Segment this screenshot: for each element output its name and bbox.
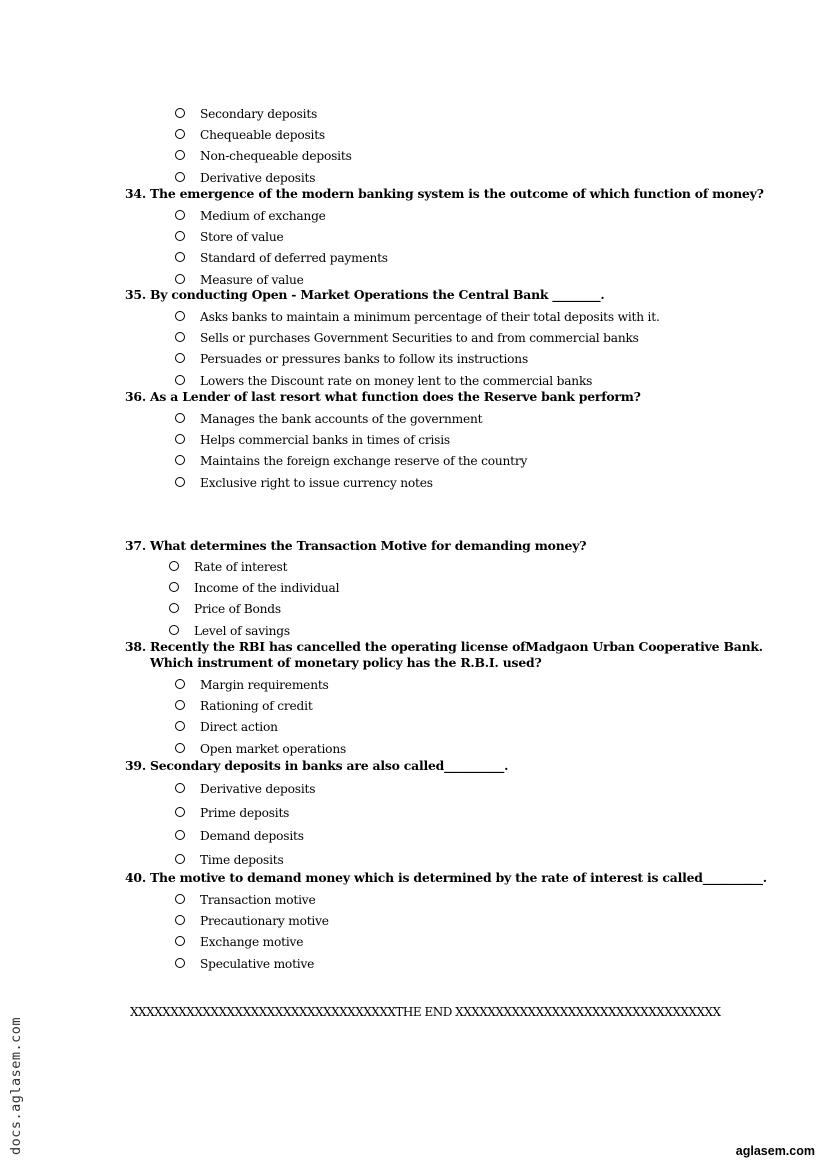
question-40: [125, 870, 767, 886]
radio-icon[interactable]: [175, 477, 185, 487]
option[interactable]: Exchange motive: [175, 932, 329, 953]
question-text: As a Lender of last resort what function does the Reserve bank perform?: [150, 389, 641, 404]
radio-icon[interactable]: [175, 743, 185, 753]
option[interactable]: Transaction motive: [175, 889, 329, 910]
radio-icon[interactable]: [175, 434, 185, 444]
radio-icon[interactable]: [175, 375, 185, 385]
option[interactable]: Asks banks to maintain a minimum percentage of their total deposits with it.: [175, 306, 660, 327]
option[interactable]: Manages the bank accounts of the government: [175, 408, 527, 429]
radio-icon[interactable]: [169, 625, 179, 635]
question-text: The emergence of the modern banking system is the outcome of which function of money?: [150, 186, 764, 201]
radio-icon[interactable]: [175, 830, 185, 840]
option[interactable]: Standard of deferred payments: [175, 248, 388, 269]
question-39: [125, 758, 508, 774]
option-group-prev: [175, 103, 352, 188]
option[interactable]: Secondary deposits: [175, 103, 352, 124]
radio-icon[interactable]: [175, 274, 185, 284]
question-34: [125, 186, 764, 202]
option[interactable]: Non-chequeable deposits: [175, 146, 352, 167]
radio-icon[interactable]: [175, 854, 185, 864]
question-number: 40.: [125, 870, 146, 885]
question-36: [125, 389, 641, 405]
option[interactable]: Medium of exchange: [175, 205, 388, 226]
question-38: [125, 639, 763, 671]
radio-icon[interactable]: [175, 894, 185, 904]
radio-icon[interactable]: [169, 603, 179, 613]
question-text: By conducting Open - Market Operations the Central Bank ________.: [150, 287, 605, 302]
option[interactable]: Precautionary motive: [175, 910, 329, 931]
radio-icon[interactable]: [175, 252, 185, 262]
question-text-continued: Which instrument of monetary policy has the R.B.I. used?: [150, 655, 542, 670]
option[interactable]: Rationing of credit: [175, 695, 346, 716]
radio-icon[interactable]: [175, 413, 185, 423]
radio-icon[interactable]: [175, 332, 185, 342]
question-35: [125, 287, 605, 303]
option[interactable]: Store of value: [175, 226, 388, 247]
option[interactable]: Price of Bonds: [169, 599, 339, 620]
option-group-39: [175, 777, 315, 872]
end-line: XXXXXXXXXXXXXXXXXXXXXXXXXXXXXXXXXTHE END XXXXXXXXXXXXXXXXXXXXXXXXXXXXXXXXX: [130, 1005, 721, 1019]
question-number: 35.: [125, 287, 146, 302]
radio-icon[interactable]: [175, 353, 185, 363]
radio-icon[interactable]: [175, 915, 185, 925]
option[interactable]: Speculative motive: [175, 953, 329, 974]
option[interactable]: Lowers the Discount rate on money lent to the commercial banks: [175, 370, 660, 391]
radio-icon[interactable]: [175, 210, 185, 220]
question-number: 39.: [125, 758, 146, 773]
radio-icon[interactable]: [175, 700, 185, 710]
question-number: 34.: [125, 186, 146, 201]
option[interactable]: Exclusive right to issue currency notes: [175, 472, 527, 493]
radio-icon[interactable]: [169, 561, 179, 571]
option[interactable]: Margin requirements: [175, 674, 346, 695]
radio-icon[interactable]: [175, 150, 185, 160]
option[interactable]: Direct action: [175, 717, 346, 738]
side-watermark: docs.aglasem.com: [8, 1016, 24, 1155]
option[interactable]: Maintains the foreign exchange reserve of the country: [175, 451, 527, 472]
question-number: 38.: [125, 639, 146, 654]
radio-icon[interactable]: [175, 455, 185, 465]
option-group-34: [175, 205, 388, 290]
radio-icon[interactable]: [175, 721, 185, 731]
option[interactable]: Derivative deposits: [175, 777, 315, 801]
option[interactable]: Rate of interest: [169, 556, 339, 577]
radio-icon[interactable]: [175, 679, 185, 689]
option[interactable]: Prime deposits: [175, 801, 315, 825]
question-text: Secondary deposits in banks are also called__________.: [150, 758, 509, 773]
radio-icon[interactable]: [175, 783, 185, 793]
radio-icon[interactable]: [175, 231, 185, 241]
radio-icon[interactable]: [175, 958, 185, 968]
option[interactable]: Chequeable deposits: [175, 124, 352, 145]
radio-icon[interactable]: [175, 936, 185, 946]
option[interactable]: Measure of value: [175, 269, 388, 290]
radio-icon[interactable]: [175, 172, 185, 182]
option[interactable]: Time deposits: [175, 848, 315, 872]
option-group-35: [175, 306, 660, 391]
brand-watermark: aglasem.com: [735, 1144, 815, 1158]
option[interactable]: Income of the individual: [169, 577, 339, 598]
option[interactable]: Sells or purchases Government Securities to and from commercial banks: [175, 327, 660, 348]
radio-icon[interactable]: [169, 582, 179, 592]
question-number: 37.: [125, 538, 146, 553]
radio-icon[interactable]: [175, 108, 185, 118]
question-number: 36.: [125, 389, 146, 404]
option[interactable]: Demand deposits: [175, 824, 315, 848]
option[interactable]: Level of savings: [169, 620, 339, 641]
option-group-37: [169, 556, 339, 641]
option[interactable]: Open market operations: [175, 738, 346, 759]
question-text: What determines the Transaction Motive for demanding money?: [150, 538, 587, 553]
option-group-38: [175, 674, 346, 759]
question-37: [125, 538, 586, 554]
question-text: The motive to demand money which is determined by the rate of interest is called__________.: [150, 870, 767, 885]
option[interactable]: Helps commercial banks in times of crisis: [175, 429, 527, 450]
question-text: Recently the RBI has cancelled the operating license ofMadgaon Urban Cooperative Bank.: [150, 639, 763, 654]
option[interactable]: Persuades or pressures banks to follow its instructions: [175, 349, 660, 370]
option[interactable]: Derivative deposits: [175, 167, 352, 188]
radio-icon[interactable]: [175, 807, 185, 817]
radio-icon[interactable]: [175, 311, 185, 321]
option-group-40: [175, 889, 329, 974]
radio-icon[interactable]: [175, 129, 185, 139]
option-group-36: [175, 408, 527, 493]
